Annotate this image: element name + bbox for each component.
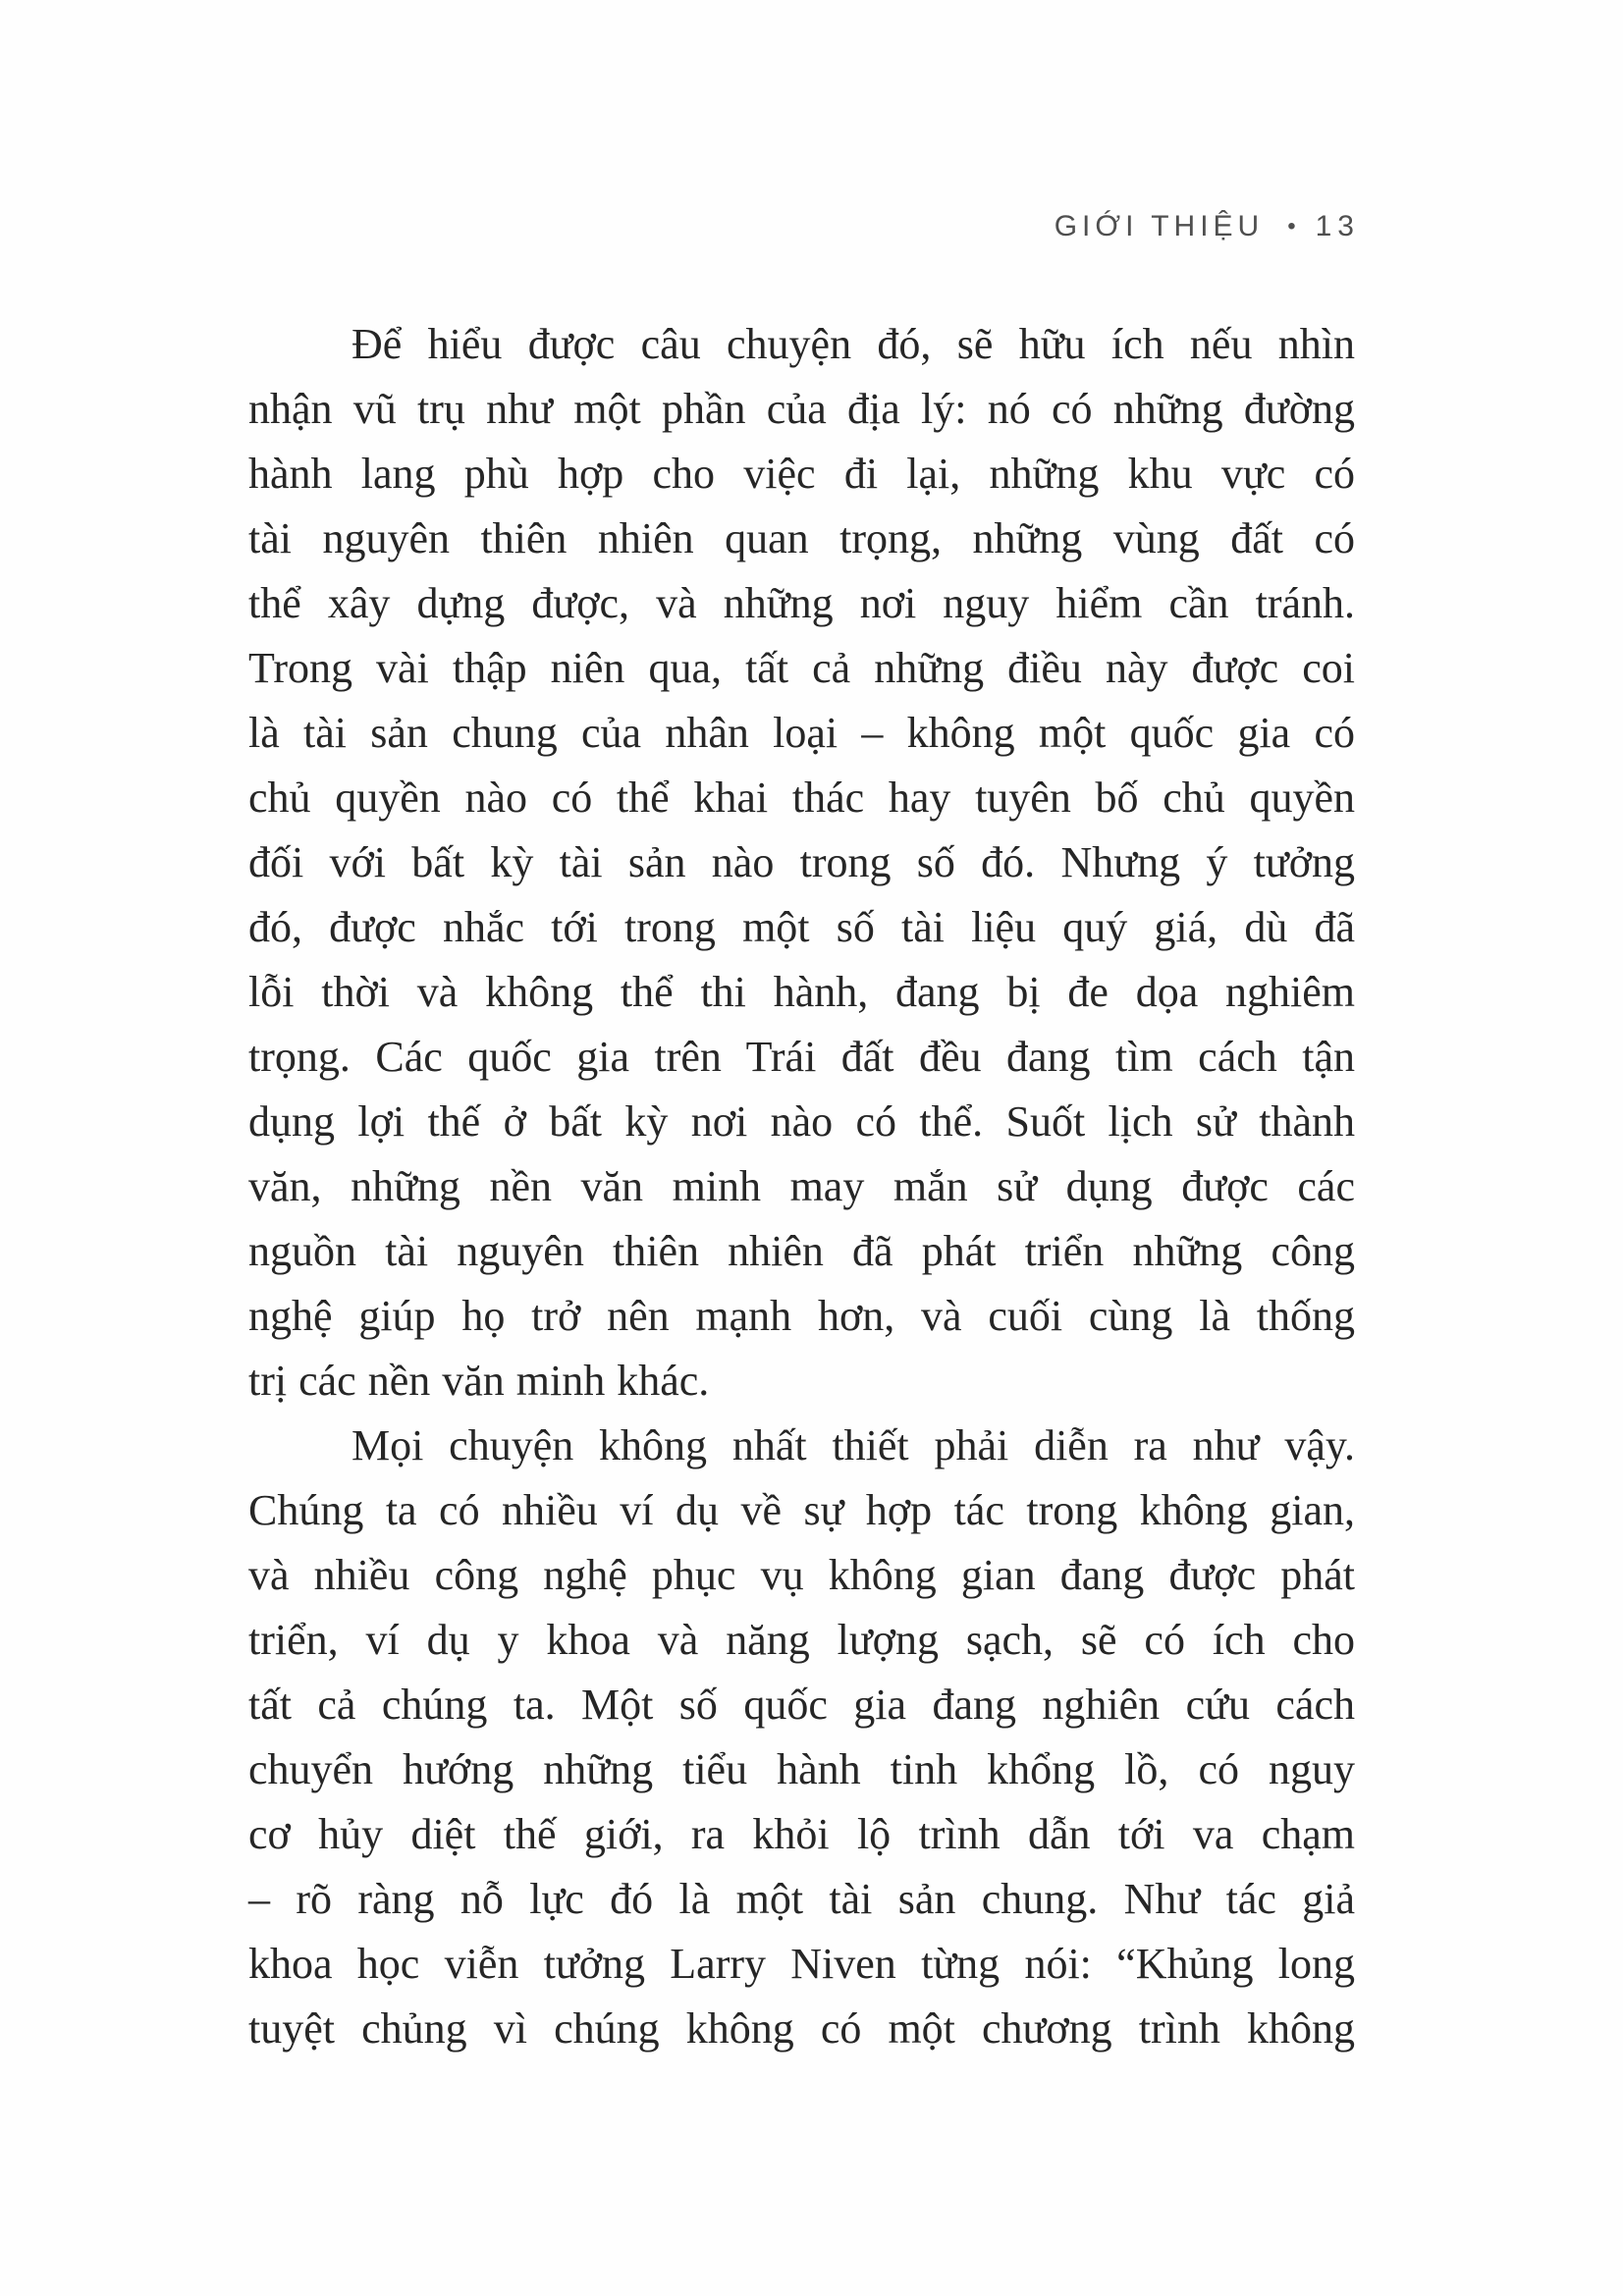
text-line: chủ quyền nào có thể khai thác hay tuyên bố chủ quyền	[248, 774, 1355, 822]
text-line: Chúng ta có nhiều ví dụ về sự hợp tác trong không gian,	[248, 1486, 1355, 1534]
text-line: trọng. Các quốc gia trên Trái đất đều đang tìm cách tận	[248, 1033, 1355, 1081]
separator-dot: •	[1287, 213, 1296, 240]
text-line: chuyển hướng những tiểu hành tinh khổng lồ, có nguy	[248, 1745, 1355, 1793]
section-title: GIỚI THIỆU	[1054, 210, 1265, 242]
text-line: đó, được nhắc tới trong một số tài liệu quý giá, dù đã	[248, 903, 1355, 951]
text-line: là tài sản chung của nhân loại – không một quốc gia có	[248, 709, 1355, 757]
text-line: lỗi thời và không thể thi hành, đang bị đe dọa nghiêm	[248, 968, 1355, 1016]
body-text	[248, 312, 1355, 2061]
text-line: nhận vũ trụ như một phần của địa lý: nó có những đường	[248, 385, 1355, 433]
text-line: nguồn tài nguyên thiên nhiên đã phát triển những công	[248, 1227, 1355, 1275]
text-line: tài nguyên thiên nhiên quan trọng, những vùng đất có	[248, 514, 1355, 562]
text-line: dụng lợi thế ở bất kỳ nơi nào có thể. Suốt lịch sử thành	[248, 1097, 1355, 1146]
text-line: cơ hủy diệt thế giới, ra khỏi lộ trình dẫn tới va chạm	[248, 1810, 1355, 1858]
text-line: triển, ví dụ y khoa và năng lượng sạch, sẽ có ích cho	[248, 1616, 1355, 1664]
text-line: – rõ ràng nỗ lực đó là một tài sản chung. Như tác giả	[248, 1875, 1355, 1923]
running-header	[248, 210, 1360, 243]
text-line: thể xây dựng được, và những nơi nguy hiểm cần tránh.	[248, 579, 1355, 627]
text-line: Để hiểu được câu chuyện đó, sẽ hữu ích nếu nhìn	[352, 320, 1355, 368]
text-line: tuyệt chủng vì chúng không có một chương trình không	[248, 2004, 1355, 2053]
text-line: Mọi chuyện không nhất thiết phải diễn ra như vậy.	[352, 1421, 1355, 1469]
paragraph	[248, 1414, 1355, 2061]
text-line: văn, những nền văn minh may mắn sử dụng được các	[248, 1162, 1355, 1210]
text-line: và nhiều công nghệ phục vụ không gian đang được phát	[248, 1551, 1355, 1599]
text-line: nghệ giúp họ trở nên mạnh hơn, và cuối cùng là thống	[248, 1292, 1355, 1340]
page-number: 13	[1315, 210, 1360, 242]
text-line: hành lang phù hợp cho việc đi lại, những khu vực có	[248, 450, 1355, 498]
text-line: trị các nền văn minh khác.	[248, 1357, 710, 1405]
text-line: đối với bất kỳ tài sản nào trong số đó. Nhưng ý tưởng	[248, 838, 1355, 886]
text-line: tất cả chúng ta. Một số quốc gia đang nghiên cứu cách	[248, 1681, 1355, 1729]
text-line: khoa học viễn tưởng Larry Niven từng nói: “Khủng long	[248, 1940, 1355, 1988]
text-line: Trong vài thập niên qua, tất cả những điều này được coi	[248, 644, 1355, 692]
paragraph	[248, 312, 1355, 1414]
